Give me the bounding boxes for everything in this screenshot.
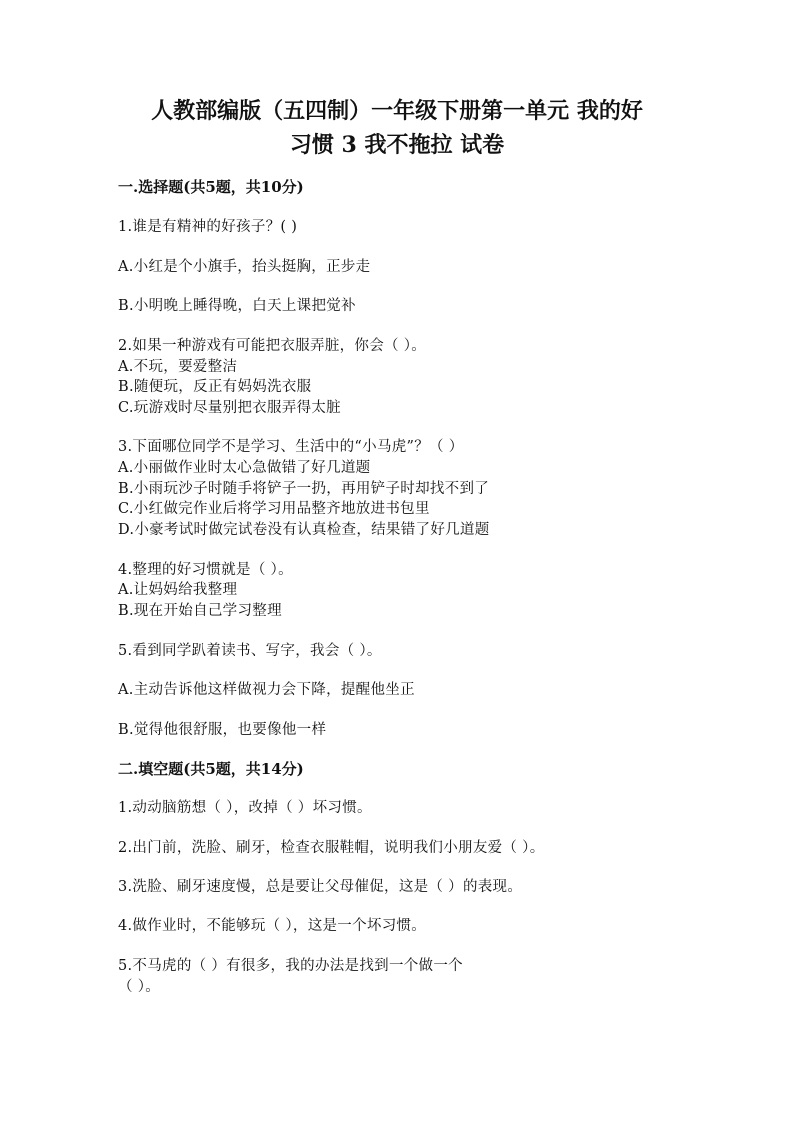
page-title-line-2: 习惯 3 我不拖拉 试卷 xyxy=(289,132,505,158)
question-1-option-b: B.小明晚上睡得晚，白天上课把觉补 xyxy=(118,298,356,314)
question-3-stem: 3.下面哪位同学不是学习、生活中的“小马虎”？（ ） xyxy=(118,439,464,455)
question-3-option-b: B.小雨玩沙子时随手将铲子一扔，再用铲子时却找不到了 xyxy=(118,481,490,497)
question-3-option-a: A.小丽做作业时太心急做错了好几道题 xyxy=(118,460,371,476)
question-5-option-b: B.觉得他很舒服，也要像他一样 xyxy=(118,722,327,738)
question-2-stem: 2.如果一种游戏有可能把衣服弄脏，你会（ ）。 xyxy=(118,338,427,354)
question-4-stem: 4.整理的好习惯就是（ ）。 xyxy=(118,562,293,578)
question-2-option-b: B.随便玩，反正有妈妈洗衣服 xyxy=(118,379,312,395)
page-title-line-1: 人教部编版（五四制）一年级下册第一单元 我的好 xyxy=(151,98,643,124)
fill-question-1: 1.动动脑筋想（ ），改掉（ ）坏习惯。 xyxy=(118,800,372,816)
question-3-option-d: D.小豪考试时做完试卷没有认真检查，结果错了好几道题 xyxy=(118,522,490,538)
fill-question-3: 3.洗脸、刷牙速度慢，总是要让父母催促，这是（ ）的表现。 xyxy=(118,879,523,895)
question-2-option-c: C.玩游戏时尽量别把衣服弄得太脏 xyxy=(118,400,341,416)
question-4-option-a: A.让妈妈给我整理 xyxy=(118,582,238,598)
section-heading-fill-blank: 二.填空题(共5题，共14分) xyxy=(118,760,304,778)
question-1-option-a: A.小红是个小旗手，抬头挺胸，正步走 xyxy=(118,259,371,275)
fill-question-5-continued: （ ）。 xyxy=(118,979,161,995)
question-1-stem: 1.谁是有精神的好孩子？( ) xyxy=(118,219,298,235)
question-2-option-a: A.不玩，要爱整洁 xyxy=(118,359,238,375)
fill-question-5: 5.不马虎的（ ）有很多，我的办法是找到一个做一个 xyxy=(118,958,463,974)
fill-question-2: 2.出门前，洗脸、刷牙，检查衣服鞋帽，说明我们小朋友爱（ ）。 xyxy=(118,840,545,856)
fill-question-4: 4.做作业时，不能够玩（ ），这是一个坏习惯。 xyxy=(118,918,427,934)
question-5-option-a: A.主动告诉他这样做视力会下降，提醒他坐正 xyxy=(118,682,415,698)
question-3-option-c: C.小红做完作业后将学习用品整齐地放进书包里 xyxy=(118,501,430,517)
question-4-option-b: B.现在开始自己学习整理 xyxy=(118,603,282,619)
question-5-stem: 5.看到同学趴着读书、写字，我会（ ）。 xyxy=(118,643,382,659)
section-heading-choice: 一.选择题(共5题，共10分) xyxy=(118,178,304,196)
